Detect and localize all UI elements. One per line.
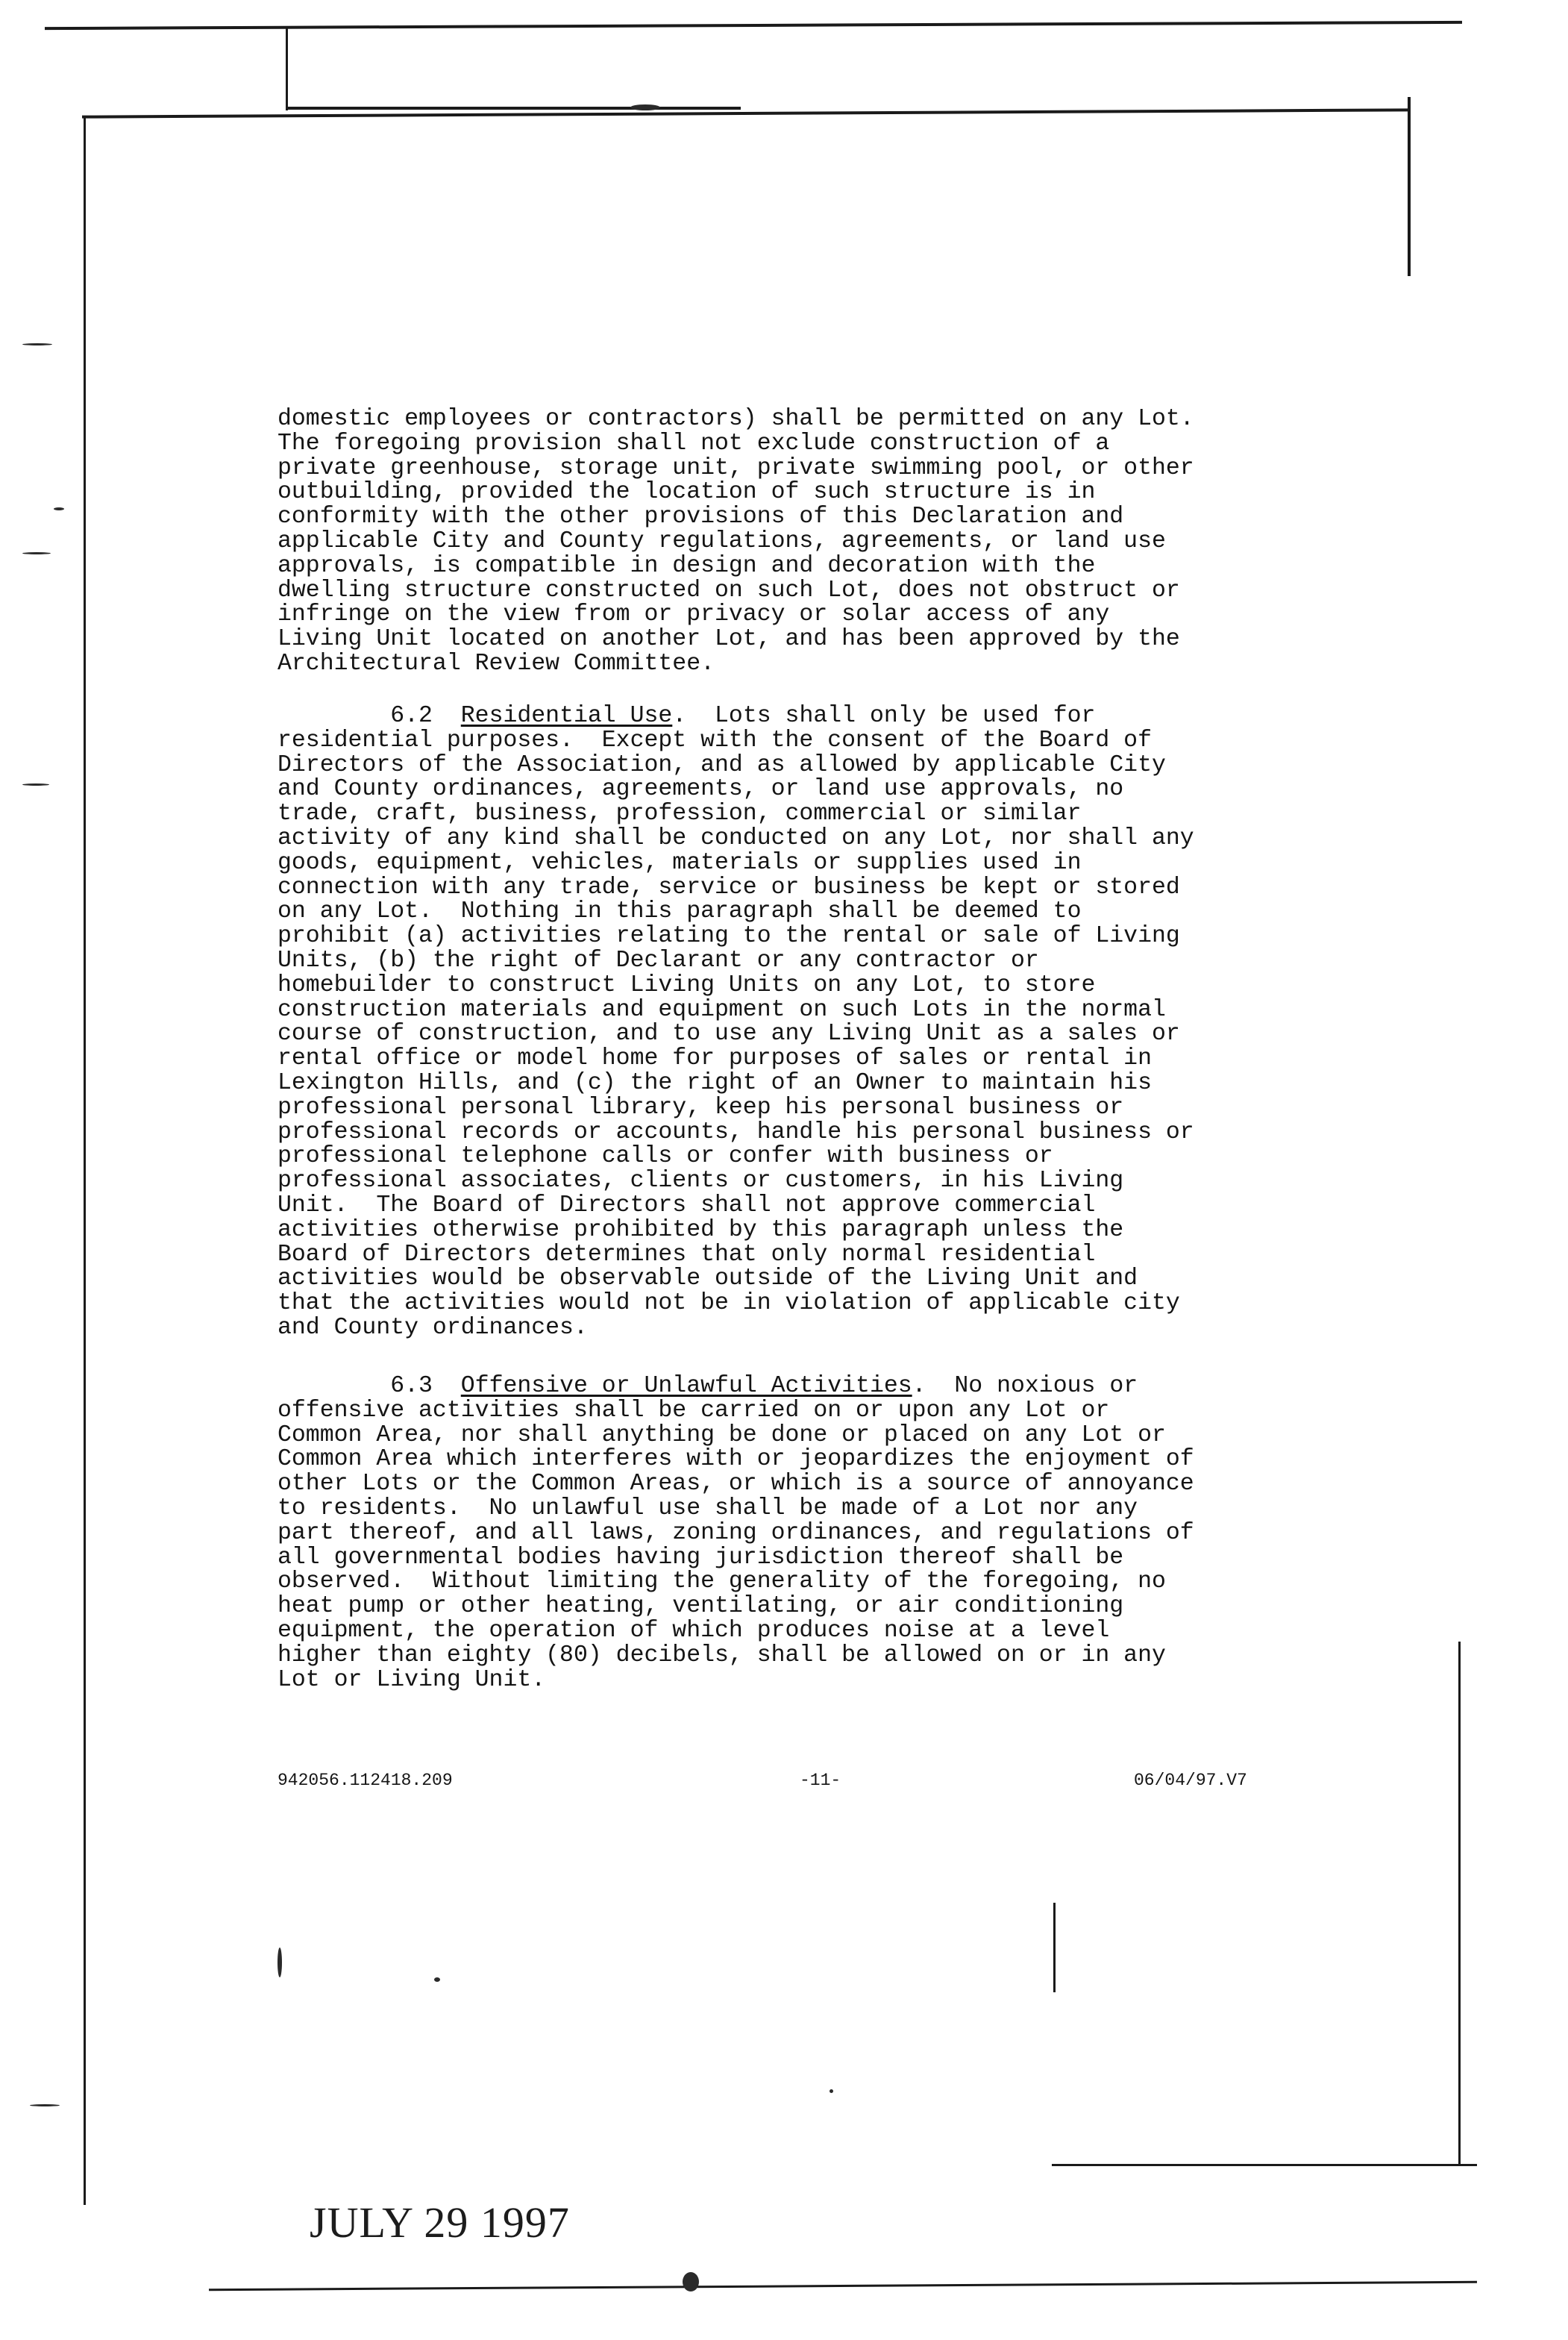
- scan-speck: [30, 2104, 60, 2106]
- left-border-line: [84, 116, 86, 2205]
- scan-speck: [22, 552, 51, 554]
- bottom-edge-line: [209, 2281, 1477, 2291]
- scan-speck: [277, 1948, 282, 1977]
- section-6-3: [277, 1374, 1307, 1692]
- top-tab-left-edge: [286, 28, 288, 110]
- scan-speck: [54, 507, 64, 510]
- scan-speck: [830, 2089, 833, 2093]
- section-6-3-text: . No noxious or offensive activities shall be carried on or upon any Lot or Common Area, nor shall anything be done or placed on any Lot or Common Area which interferes with or jeopardizes the enjoyment of other Lots or the Common Areas, or which is a source of annoyance to residents. No unlawful use shall be made of a Lot nor any part thereof, and all laws, zoning ordinances, and regulations of all governmental bodies having jurisdiction thereof shall be observed. Without limiting the generality of the foregoing, no heat pump or other heating, ventilating, or air conditioning equipment, the operation of which produces noise at a level higher than eighty (80) decibels, shall be allowed on or in any Lot or Living Unit.: [277, 1373, 1194, 1693]
- footer-page-number: -11-: [800, 1771, 841, 1790]
- top-tab-bottom-edge: [286, 107, 741, 110]
- scan-speck: [22, 783, 49, 786]
- paragraph-intro-text: domestic employees or contractors) shall be permitted on any Lot. The foregoing provision shall not exclude construction of a private greenhouse, storage unit, private swimming pool, or other outbuilding, provided the location of such structure is in conformity with the other provisions of this Declaration and applicable City and County regulations, agreements, or land use approvals, is compatible in design and decoration with the dwelling structure constructed on such Lot, does not obstruct or infringe on the view from or privacy or solar access of any Living Unit located on another Lot, and has been approved by the Architectural Review Committee.: [277, 406, 1194, 677]
- bottom-right-border: [1052, 2164, 1477, 2166]
- scan-speck: [434, 1977, 440, 1982]
- section-6-3-heading: Offensive or Unlawful Activities: [460, 1373, 912, 1399]
- section-6-2: [277, 704, 1307, 1341]
- paragraph-intro: [277, 407, 1307, 677]
- scan-speck: [630, 104, 660, 110]
- footer-doc-id: 942056.112418.209: [277, 1771, 453, 1790]
- date-stamp: JULY 29 1997: [310, 2198, 570, 2247]
- top-border-line: [82, 108, 1410, 118]
- right-lower-edge: [1458, 1642, 1461, 2164]
- vertical-artifact-mid: [1053, 1903, 1056, 1992]
- section-6-2-number: 6.2: [390, 703, 433, 729]
- section-6-3-number: 6.3: [390, 1373, 433, 1399]
- right-border-line: [1408, 97, 1411, 276]
- scan-speck: [22, 343, 52, 345]
- top-edge-line: [45, 21, 1462, 30]
- section-6-2-heading: Residential Use: [460, 703, 673, 729]
- scan-speck: [683, 2272, 699, 2291]
- footer-version: 06/04/97.V7: [1134, 1771, 1247, 1790]
- section-6-2-text: . Lots shall only be used for residential purposes. Except with the consent of the Board of Directors of the Association, and as allowed by applicable City and County ordinances, agreements, or land use approvals, no trade, craft, business, profession, commercial or similar activity of any kind shall be conducted on any Lot, nor shall any goods, equipment, vehicles, materials or supplies used in connection with any trade, service or business be kept or stored on any Lot. Nothing in this paragraph shall be deemed to prohibit (a) activities relating to the rental or sale of Living Units, (b) the right of Declarant or any contractor or homebuilder to construct Living Units on any Lot, to store construction materials and equipment on such Lots in the normal course of construction, and to use any Living Unit as a sales or rental office or model home for purposes of sales or rental in Lexington Hills, and (c) the right of an Owner to maintain his professional personal library, keep his personal business or professional records or accounts, handle his personal business or professional telephone calls or confer with business or professional associates, clients or customers, in his Living Unit. The Board of Directors shall not approve commercial activities otherwise prohibited by this paragraph unless the Board of Directors determines that only normal residential activities would be observable outside of the Living Unit and that the activities would not be in violation of applicable city and County ordinances.: [277, 703, 1194, 1341]
